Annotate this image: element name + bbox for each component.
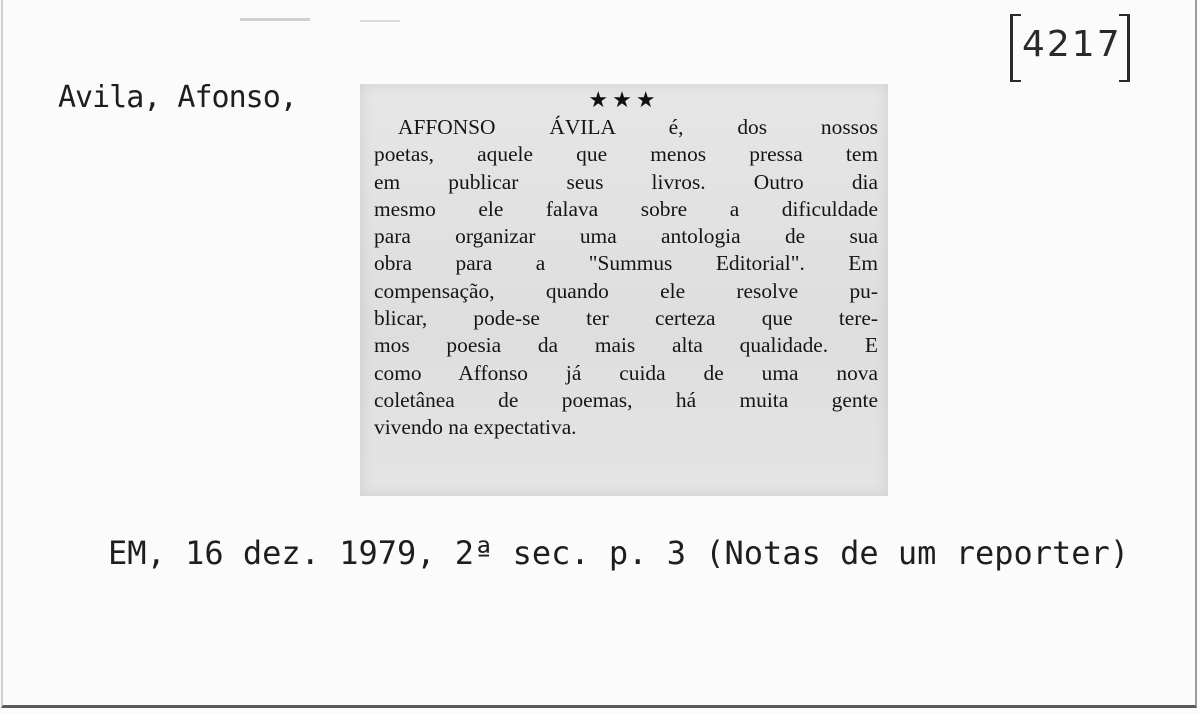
clipping-text [374,114,878,442]
clipping-line: como Affonso já cuida de uma nova [374,360,878,385]
clipping-line: vivendo na expectativa. [374,415,577,440]
clipping-line: AFFONSO ÁVILA é, dos nossos [398,115,878,139]
clipping-line: obra para a "Summus Editorial". Em [374,251,878,276]
clipping-line: poetas, aquele que menos pressa tem [374,142,878,167]
newspaper-clipping [360,84,888,496]
clipping-line: para organizar uma antologia de sua [374,224,878,249]
clipping-line: compensação, quando ele resolve pu- [374,278,878,303]
clipping-line: mesmo ele falava sobre a dificuldade [374,196,878,221]
ornament-stars: ★★★ [588,88,660,113]
faint-mark [360,20,400,22]
clipping-line: blicar, pode-se ter certeza que tere- [374,306,878,331]
bracket-right [1119,14,1130,82]
faint-mark [240,18,310,21]
call-number: 4217 [1022,24,1122,65]
clipping-line: em publicar seus livros. Outro dia [374,169,878,194]
card-heading: Avila, Afonso, [58,80,297,115]
clipping-line: mos poesia da mais alta qualidade. E [374,333,878,358]
bracket-left [1010,14,1021,82]
clipping-line: coletânea de poemas, há muita gente [374,387,878,412]
call-number-stamp [1010,8,1130,86]
source-citation: EM, 16 dez. 1979, 2ª sec. p. 3 (Notas de um reporter) [108,534,1130,572]
